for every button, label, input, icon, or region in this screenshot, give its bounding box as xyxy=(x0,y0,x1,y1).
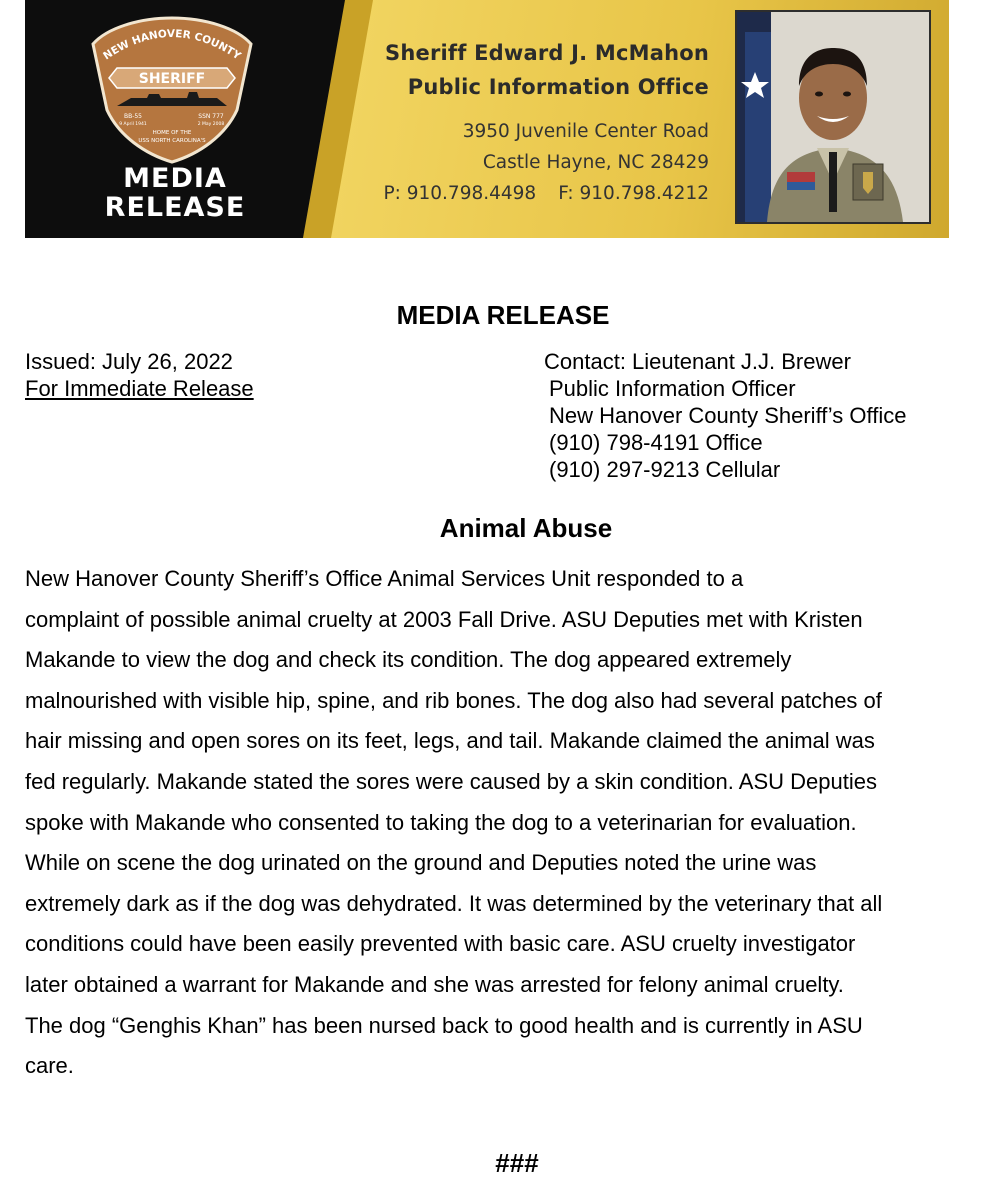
release-headline: Animal Abuse xyxy=(439,513,613,543)
issued-block xyxy=(25,348,254,402)
issued-date: Issued: July 26, 2022 xyxy=(25,349,233,374)
contact-block xyxy=(544,348,906,483)
sheriff-portrait xyxy=(735,10,931,224)
badge-home-text-2: USS NORTH CAROLINA'S xyxy=(138,138,206,144)
badge-home-text: HOME OF THE xyxy=(152,130,192,136)
header-banner xyxy=(25,0,949,238)
portrait-illustration xyxy=(737,12,929,222)
phone-number: P: 910.798.4498 xyxy=(383,183,537,204)
logo-line-2: RELEASE xyxy=(104,192,246,223)
address-line-2: Castle Hayne, NC 28429 xyxy=(482,152,709,173)
address-line-1: 3950 Juvenile Center Road xyxy=(462,121,709,142)
office-name: Public Information Office xyxy=(407,75,709,99)
badge-right-text: SSN 777 xyxy=(198,113,224,120)
sheriff-contact-info xyxy=(383,36,709,209)
sheriff-name: Sheriff Edward J. McMahon xyxy=(385,41,709,65)
contact-name: Contact: Lieutenant J.J. Brewer xyxy=(544,349,851,374)
badge-right-date: 2 May 2008 xyxy=(197,122,225,127)
release-body: New Hanover County Sheriff’s Office Animal Services Unit responded to a complaint of possible animal cruelty at 2003 Fall Drive. ASU Deputies met with Kristen Makande to view the dog and check its condition. The dog appeared extremely malnourished with visible hip, spine, and rib bones. The dog also had several patches of hair missing and open sores on its feet, legs, and tail. Makande claimed the animal was fed regularly. Makande stated the sores were caused by a skin condition. ASU Deputies spoke with Makande who consented to taking the dog to a veterinarian for evaluation. While on scene the dog urinated on the ground and Deputies noted the urine was extremely dark as if the dog was dehydrated. It was determined by the veterinary that all conditions could have been easily prevented with basic care. ASU cruelty investigator later obtained a warrant for Makande and she was arrested for felony animal cruelty. The dog “Genghis Khan” has been nursed back to good health and is currently in ASU care. xyxy=(25,566,883,1079)
document-title: MEDIA RELEASE xyxy=(396,300,610,330)
contact-organization: New Hanover County Sheriff’s Office xyxy=(549,403,907,428)
contact-office-phone: (910) 798-4191 Office xyxy=(549,430,763,455)
badge-left-text: BB-55 xyxy=(123,113,143,120)
end-mark: ### xyxy=(495,1148,539,1178)
contact-cell-phone: (910) 297-9213 Cellular xyxy=(549,457,781,482)
logo-line-1: MEDIA xyxy=(123,163,227,194)
badge-arc-text: NEW HANOVER COUNTY xyxy=(101,27,243,63)
badge-left-date: 9 April 1941 xyxy=(119,122,147,127)
release-type: For Immediate Release xyxy=(25,376,254,401)
sheriff-badge-logo xyxy=(87,14,257,164)
fax-number: F: 910.798.4212 xyxy=(558,183,709,204)
phone-fax-line xyxy=(383,178,709,209)
badge-ribbon-text: SHERIFF xyxy=(138,71,206,87)
media-release-logo xyxy=(85,164,265,222)
contact-title: Public Information Officer xyxy=(549,376,796,401)
